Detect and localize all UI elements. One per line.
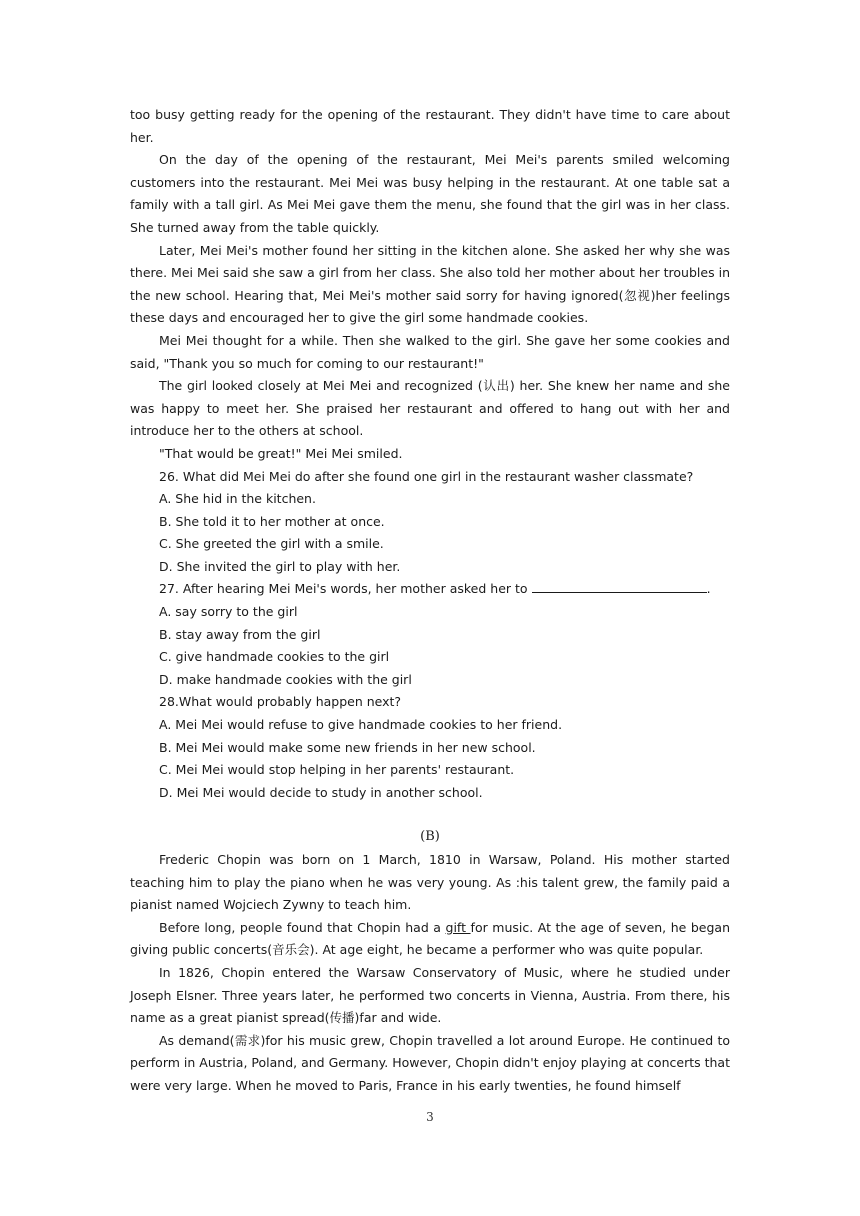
answer-option: C. She greeted the girl with a smile.: [159, 536, 384, 552]
answer-option: B. She told it to her mother at once.: [159, 513, 385, 529]
question-stem: 26. What did Mei Mei do after she found one girl in the restaurant washer classmate?: [159, 468, 694, 484]
paragraph-text: for music. At the age of seven, he began giving public concerts(音乐会). At age eight, he became a performer who was quite popular.: [130, 919, 730, 958]
answer-option: B. stay away from the girl: [159, 626, 321, 642]
passage-a-paragraph-1: On the day of the opening of the restaurant, Mei Mei's parents smiled welcoming customers into the restaurant. Mei Mei was busy helping in the restaurant. At one table sat a family with a tall girl. As Mei Mei gave them the menu, she found that the girl was in her class. She turned away from the table quickly.: [130, 152, 730, 235]
page-number: 3: [426, 1110, 434, 1124]
passage-b-paragraph-1: Frederic Chopin was born on 1 March, 1810 in Warsaw, Poland. His mother started teaching him to play the piano when he was very young. As :his talent grew, the family paid a pianist named Wojciech Zywny to teach him.: [130, 852, 730, 913]
answer-blank: [532, 578, 707, 593]
question-28: [130, 691, 730, 804]
answer-option: A. Mei Mei would refuse to give handmade cookies to her friend.: [159, 717, 563, 733]
answer-option: D. She invited the girl to play with her.: [159, 558, 401, 574]
document-page: [130, 104, 730, 1098]
section-spacer: [130, 804, 730, 826]
passage-b-paragraph-2: [130, 917, 730, 962]
passage-a-paragraph-0: too busy getting ready for the opening of the restaurant. They didn't have time to care about her.: [130, 107, 730, 145]
question-stem-end: .: [706, 581, 711, 597]
answer-option: D. Mei Mei would decide to study in another school.: [159, 784, 483, 800]
passage-a-paragraph-2: Later, Mei Mei's mother found her sitting in the kitchen alone. She asked her why she was there. Mei Mei said she saw a girl from her class. She also told her mother about her troubles in the new school. Hearing that, Mei Mei's mother said sorry for having ignored(忽视)her feelings these days and encouraged her to give the girl some handmade cookies.: [130, 242, 730, 326]
answer-option: C. Mei Mei would stop helping in her parents' restaurant.: [159, 762, 515, 778]
answer-option: A. say sorry to the girl: [159, 604, 298, 620]
passage-a-paragraph-4: The girl looked closely at Mei Mei and recognized (认出) her. She knew her name and she was happy to meet her. She praised her restaurant and offered to hang out with her and introduce her to the others at school.: [130, 378, 730, 439]
answer-option: C. give handmade cookies to the girl: [159, 649, 390, 665]
answer-option: A. She hid in the kitchen.: [159, 491, 316, 507]
underlined-word: gift: [445, 919, 471, 935]
passage-b-paragraph-3: In 1826, Chopin entered the Warsaw Conservatory of Music, where he studied under Joseph Elsner. Three years later, he performed two concerts in Vienna, Austria. From there, his name as a great pianist spread(传播)far and wide.: [130, 964, 730, 1026]
question-stem-row: [130, 578, 730, 601]
passage-a-paragraph-5: "That would be great!" Mei Mei smiled.: [159, 445, 403, 461]
question-stem: 28.What would probably happen next?: [159, 694, 402, 710]
section-b-title: (B): [420, 829, 440, 845]
question-26: [130, 466, 730, 579]
paragraph-text: Before long, people found that Chopin had a: [159, 919, 446, 935]
passage-b-paragraph-4: As demand(需求)for his music grew, Chopin travelled a lot around Europe. He continued to perform in Austria, Poland, and Germany. However, Chopin didn't enjoy playing at concerts that were very large. When he moved to Paris, France in his early twenties, he found himself: [130, 1032, 730, 1093]
passage-a-paragraph-3: Mei Mei thought for a while. Then she walked to the girl. She gave her some cookies and said, "Thank you so much for coming to our restaurant!": [130, 332, 730, 371]
answer-option: B. Mei Mei would make some new friends in her new school.: [159, 739, 536, 755]
question-27: [130, 578, 730, 691]
question-stem: 27. After hearing Mei Mei's words, her mother asked her to: [159, 581, 528, 597]
answer-option: D. make handmade cookies with the girl: [159, 671, 412, 687]
